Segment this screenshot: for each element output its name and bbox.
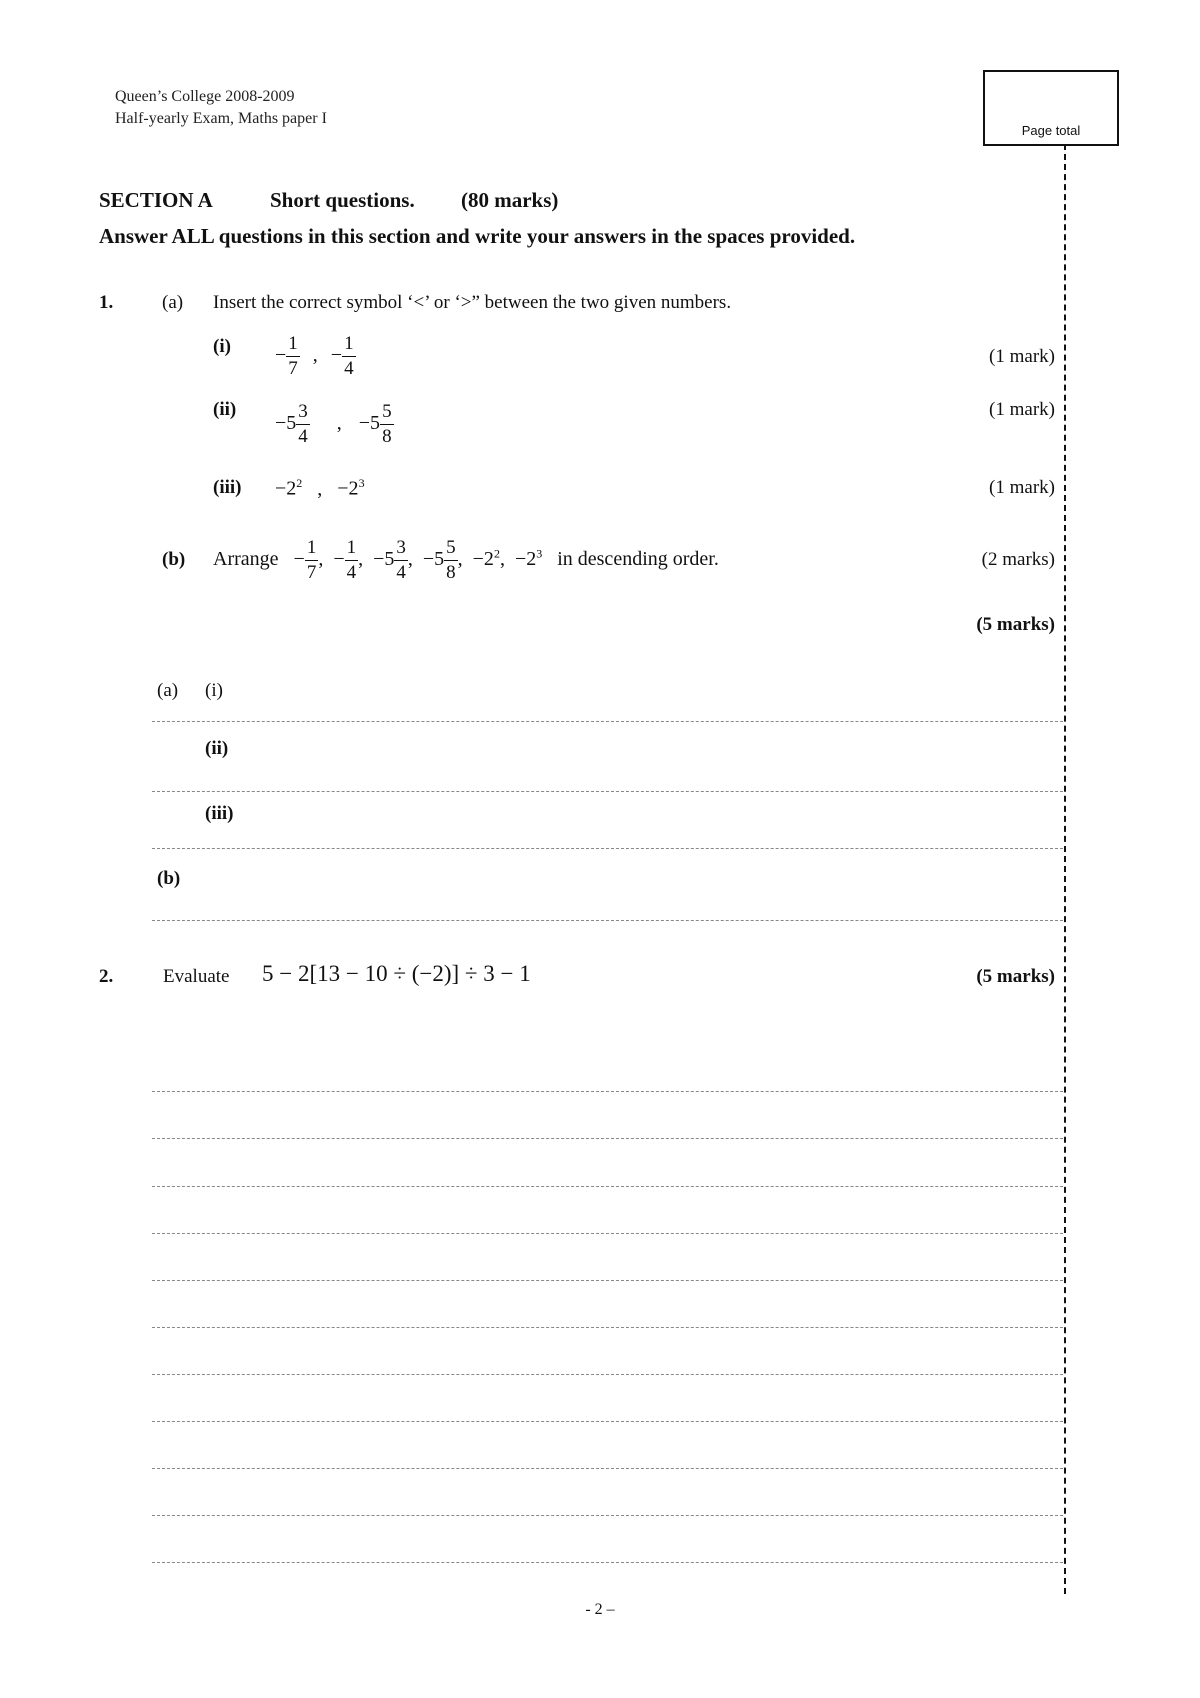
answer-b-label: (b): [157, 868, 181, 889]
q1a-ii-fraction2: $\frac{5}{8}$: [382, 401, 392, 447]
q2-answer-line[interactable]: [152, 1468, 1063, 1469]
question-2-number: 2.: [99, 966, 114, 987]
q2-answer-line[interactable]: [152, 1374, 1063, 1375]
q2-expression: 5 − 2[13 − 10 ÷ (−2)] ÷ 3 − 1: [262, 961, 531, 986]
q1b-marks: (2 marks): [981, 549, 1055, 570]
q1b-label: (b): [162, 549, 186, 570]
q2-answer-line[interactable]: [152, 1280, 1063, 1281]
section-title: Short questions.: [270, 188, 415, 212]
q1a-i-expression: − $\frac{1}{7}$ , − $\frac{1}{4}$: [275, 333, 354, 379]
answer-line-a-ii[interactable]: [152, 791, 1063, 792]
q2-marks: (5 marks): [976, 966, 1055, 987]
q1a-label: (a): [162, 292, 184, 313]
answer-ii-label: (ii): [205, 738, 229, 759]
page-total-box[interactable]: [983, 70, 1119, 146]
q1a-iii-label: (iii): [213, 477, 242, 498]
answer-a-label: (a): [157, 680, 179, 701]
exam-title-header: Half-yearly Exam, Maths paper I: [115, 110, 327, 127]
q1a-i-fraction2: $\frac{1}{4}$: [344, 333, 354, 379]
q1a-ii-marks: (1 mark): [989, 399, 1055, 420]
q2-answer-line[interactable]: [152, 1421, 1063, 1422]
q2-answer-line[interactable]: [152, 1138, 1063, 1139]
margin-dashed-line: [1064, 144, 1066, 1594]
q2-answer-line[interactable]: [152, 1562, 1063, 1563]
q1a-ii-fraction1: $\frac{3}{4}$: [298, 401, 308, 447]
q1-total-marks: (5 marks): [976, 614, 1055, 635]
q1a-i-sign1: −: [275, 344, 287, 367]
answer-i-label: (i): [205, 680, 223, 701]
q1a-iii-marks: (1 mark): [989, 477, 1055, 498]
page-total-label: Page total: [1021, 123, 1081, 138]
answer-iii-label: (iii): [205, 803, 234, 824]
q2-answer-line[interactable]: [152, 1186, 1063, 1187]
section-label: SECTION A: [99, 188, 213, 212]
q2-answer-line[interactable]: [152, 1233, 1063, 1234]
answer-line-a-iii[interactable]: [152, 848, 1063, 849]
answer-line-b[interactable]: [152, 920, 1063, 921]
q1a-ii-expression: −5 $\frac{3}{4}$ , −5 $\frac{5}{8}$: [275, 401, 392, 447]
section-marks: (80 marks): [461, 188, 559, 212]
q2-answer-line[interactable]: [152, 1327, 1063, 1328]
q1a-i-fraction1: $\frac{1}{7}$: [288, 333, 298, 379]
q1a-ii-label: (ii): [213, 399, 237, 420]
school-year-header: Queen’s College 2008-2009: [115, 88, 295, 105]
section-instruction: Answer ALL questions in this section and write your answers in the spaces provided.: [99, 224, 856, 248]
q2-answer-line[interactable]: [152, 1515, 1063, 1516]
page-number: - 2 –: [585, 1601, 615, 1618]
q2-prefix: Evaluate: [163, 966, 230, 987]
q1a-text: Insert the correct symbol ‘<’ or ‘>” between the two given numbers.: [213, 292, 732, 313]
q1a-i-sign2: −: [330, 344, 343, 367]
q1a-i-marks: (1 mark): [989, 346, 1055, 367]
q1b-expression: Arrange − $\frac{1}{7}$ , − $\frac{1}{4}$ , −5 $\frac{3}{4}$ , −5 $\frac{5}{8}$ , $-2^2$, $-2^3$ in descending order.: [213, 537, 719, 583]
question-1-number: 1.: [99, 292, 114, 313]
q2-answer-line[interactable]: [152, 1091, 1063, 1092]
q1a-iii-expression: $-2^2$ , $-2^3$: [275, 476, 365, 500]
answer-line-a-i[interactable]: [152, 721, 1063, 722]
q1a-i-label: (i): [213, 336, 231, 357]
